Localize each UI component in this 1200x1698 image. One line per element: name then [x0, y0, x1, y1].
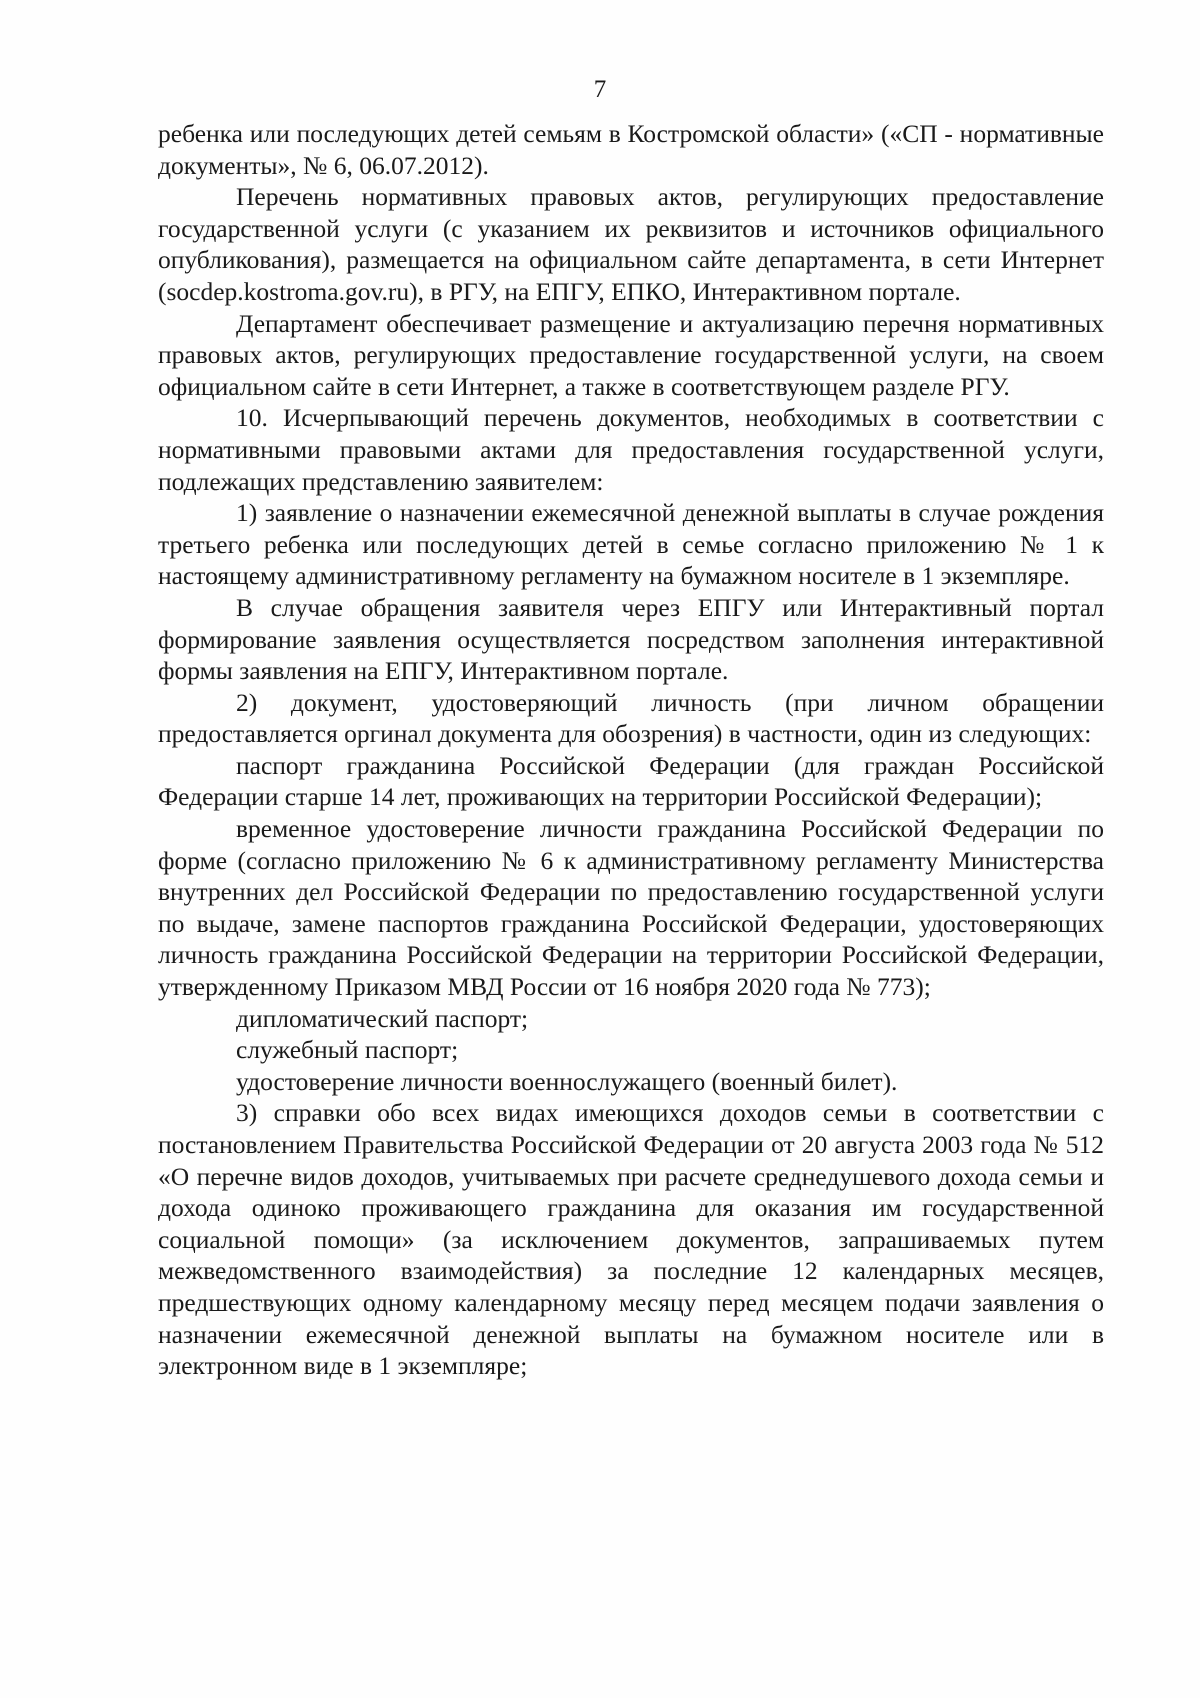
paragraph-item-2: 2) документ, удостоверяющий личность (при личном обращении предоставляется оргинал документа для обозрения) в частности, один из следующих:: [158, 687, 1104, 749]
document-body: [158, 118, 1104, 1382]
paragraph-item-3: 3) справки обо всех видах имеющихся доходов семьи в соответствии с постановлением Правительства Российской Федерации от 20 августа 2003 года № 512 «О перечне видов доходов, учитываемых при расчете среднедушевого дохода семьи и дохода одиноко проживающего гражданина для оказания им государственной социальной помощи» (за исключением документов, запрашиваемых путем межведомственного взаимодействия) за последние 12 календарных месяцев, предшествующих одному календарному месяцу перед месяцем подачи заявления о назначении ежемесячной денежной выплаты на бумажном носителе или в электронном виде в 1 экземпляре;: [158, 1098, 1104, 1381]
paragraph-item-1: 1) заявление о назначении ежемесячной денежной выплаты в случае рождения третьего ребенка или последующих детей в семье согласно приложению № 1 к настоящему административному регламенту на бумажном носителе в 1 экземпляре.: [158, 498, 1104, 591]
page-number: 7: [593, 76, 607, 103]
paragraph-normative-acts-list: Перечень нормативных правовых актов, регулирующих предоставление государственной услуги (с указанием их реквизитов и источников официального опубликования), размещается на официальном сайте департамента, в сети Интернет (socdep.kostroma.gov.ru), в РГУ, на ЕПГУ, ЕПКО, Интерактивном портале.: [158, 182, 1104, 306]
paragraph-service-passport: служебный паспорт;: [236, 1035, 459, 1065]
paragraph-military-id: удостоверение личности военнослужащего (военный билет).: [236, 1066, 898, 1096]
paragraph-department-duty: Департамент обеспечивает размещение и актуализацию перечня нормативных правовых актов, регулирующих предоставление государственной услуги, на своем официальном сайте в сети Интернет, а также в соответствующем разделе РГУ.: [158, 308, 1104, 401]
paragraph-continuation: ребенка или последующих детей семьям в Костромской области» («СП - нормативные документы», № 6, 06.07.2012).: [158, 119, 1104, 180]
paragraph-passport: паспорт гражданина Российской Федерации (для граждан Российской Федерации старше 14 лет, проживающих на территории Российской Федерации);: [158, 750, 1104, 812]
paragraph-epgu-application: В случае обращения заявителя через ЕПГУ или Интерактивный портал формирование заявления осуществляется посредством заполнения интерактивной формы заявления на ЕПГУ, Интерактивном портале.: [158, 592, 1104, 686]
paragraph-section-10: 10. Исчерпывающий перечень документов, необходимых в соответствии с нормативными правовыми актами для предоставления государственной услуги, подлежащих представлению заявителем:: [158, 403, 1104, 496]
paragraph-diplomatic-passport: дипломатический паспорт;: [236, 1003, 529, 1033]
paragraph-temporary-id: временное удостоверение личности гражданина Российской Федерации по форме (согласно приложению № 6 к административному регламенту Министерства внутренних дел Российской Федерации по предоставлению государственной услуги по выдаче, замене паспортов гражданина Российской Федерации, удостоверяющих личность гражданина Российской Федерации на территории Российской Федерации, утвержденному Приказом МВД России от 16 ноября 2020 года № 773);: [158, 814, 1104, 1002]
